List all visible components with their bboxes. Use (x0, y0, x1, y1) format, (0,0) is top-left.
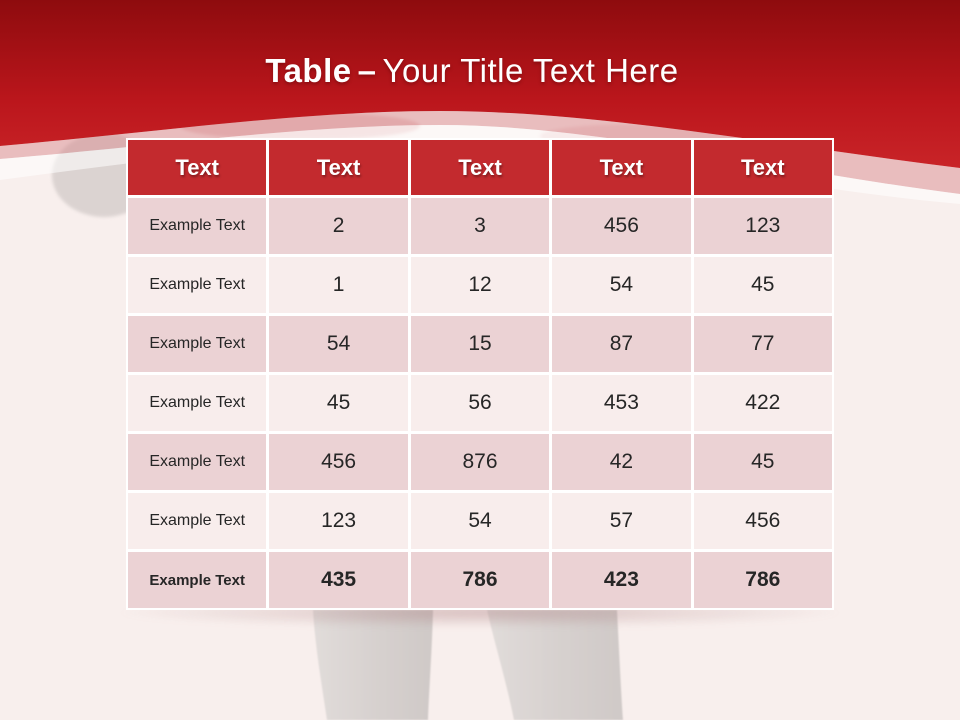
row-value-cell: 456 (694, 493, 832, 549)
table-row (128, 198, 832, 254)
row-value-cell: 1 (269, 257, 407, 313)
row-value-cell: 3 (411, 198, 549, 254)
row-value-cell: 2 (269, 198, 407, 254)
column-header: Text (552, 140, 690, 195)
row-value-cell: 54 (269, 316, 407, 372)
table-row (128, 493, 832, 549)
row-label-cell: Example Text (128, 493, 266, 549)
row-value-cell: 45 (694, 434, 832, 490)
slide-title (0, 52, 944, 90)
row-value-cell: 876 (411, 434, 549, 490)
row-value-cell: 435 (269, 552, 407, 608)
title-separator: – (357, 52, 377, 89)
row-label-cell: Example Text (128, 375, 266, 431)
title-text: Your Title Text Here (382, 52, 679, 89)
row-value-cell: 54 (552, 257, 690, 313)
data-table (126, 138, 834, 610)
row-value-cell: 456 (269, 434, 407, 490)
row-value-cell: 786 (694, 552, 832, 608)
table-row (128, 375, 832, 431)
column-header: Text (269, 140, 407, 195)
column-header: Text (128, 140, 266, 195)
row-label-cell: Example Text (128, 257, 266, 313)
row-value-cell: 45 (269, 375, 407, 431)
row-value-cell: 54 (411, 493, 549, 549)
row-value-cell: 422 (694, 375, 832, 431)
row-label-cell: Example Text (128, 434, 266, 490)
row-value-cell: 453 (552, 375, 690, 431)
row-label-cell: Example Text (128, 198, 266, 254)
row-value-cell: 12 (411, 257, 549, 313)
row-value-cell: 77 (694, 316, 832, 372)
row-value-cell: 56 (411, 375, 549, 431)
row-value-cell: 45 (694, 257, 832, 313)
row-value-cell: 15 (411, 316, 549, 372)
row-value-cell: 123 (694, 198, 832, 254)
row-value-cell: 423 (552, 552, 690, 608)
row-value-cell: 786 (411, 552, 549, 608)
row-value-cell: 123 (269, 493, 407, 549)
row-value-cell: 456 (552, 198, 690, 254)
table-header-row (128, 140, 832, 195)
row-value-cell: 87 (552, 316, 690, 372)
row-label-cell: Example Text (128, 316, 266, 372)
table-row (128, 316, 832, 372)
title-keyword: Table (265, 52, 352, 89)
table-body (128, 198, 832, 608)
row-value-cell: 57 (552, 493, 690, 549)
column-header: Text (411, 140, 549, 195)
column-header: Text (694, 140, 832, 195)
table-row (128, 434, 832, 490)
table-row (128, 257, 832, 313)
row-label-cell: Example Text (128, 552, 266, 608)
table-row (128, 552, 832, 608)
row-value-cell: 42 (552, 434, 690, 490)
